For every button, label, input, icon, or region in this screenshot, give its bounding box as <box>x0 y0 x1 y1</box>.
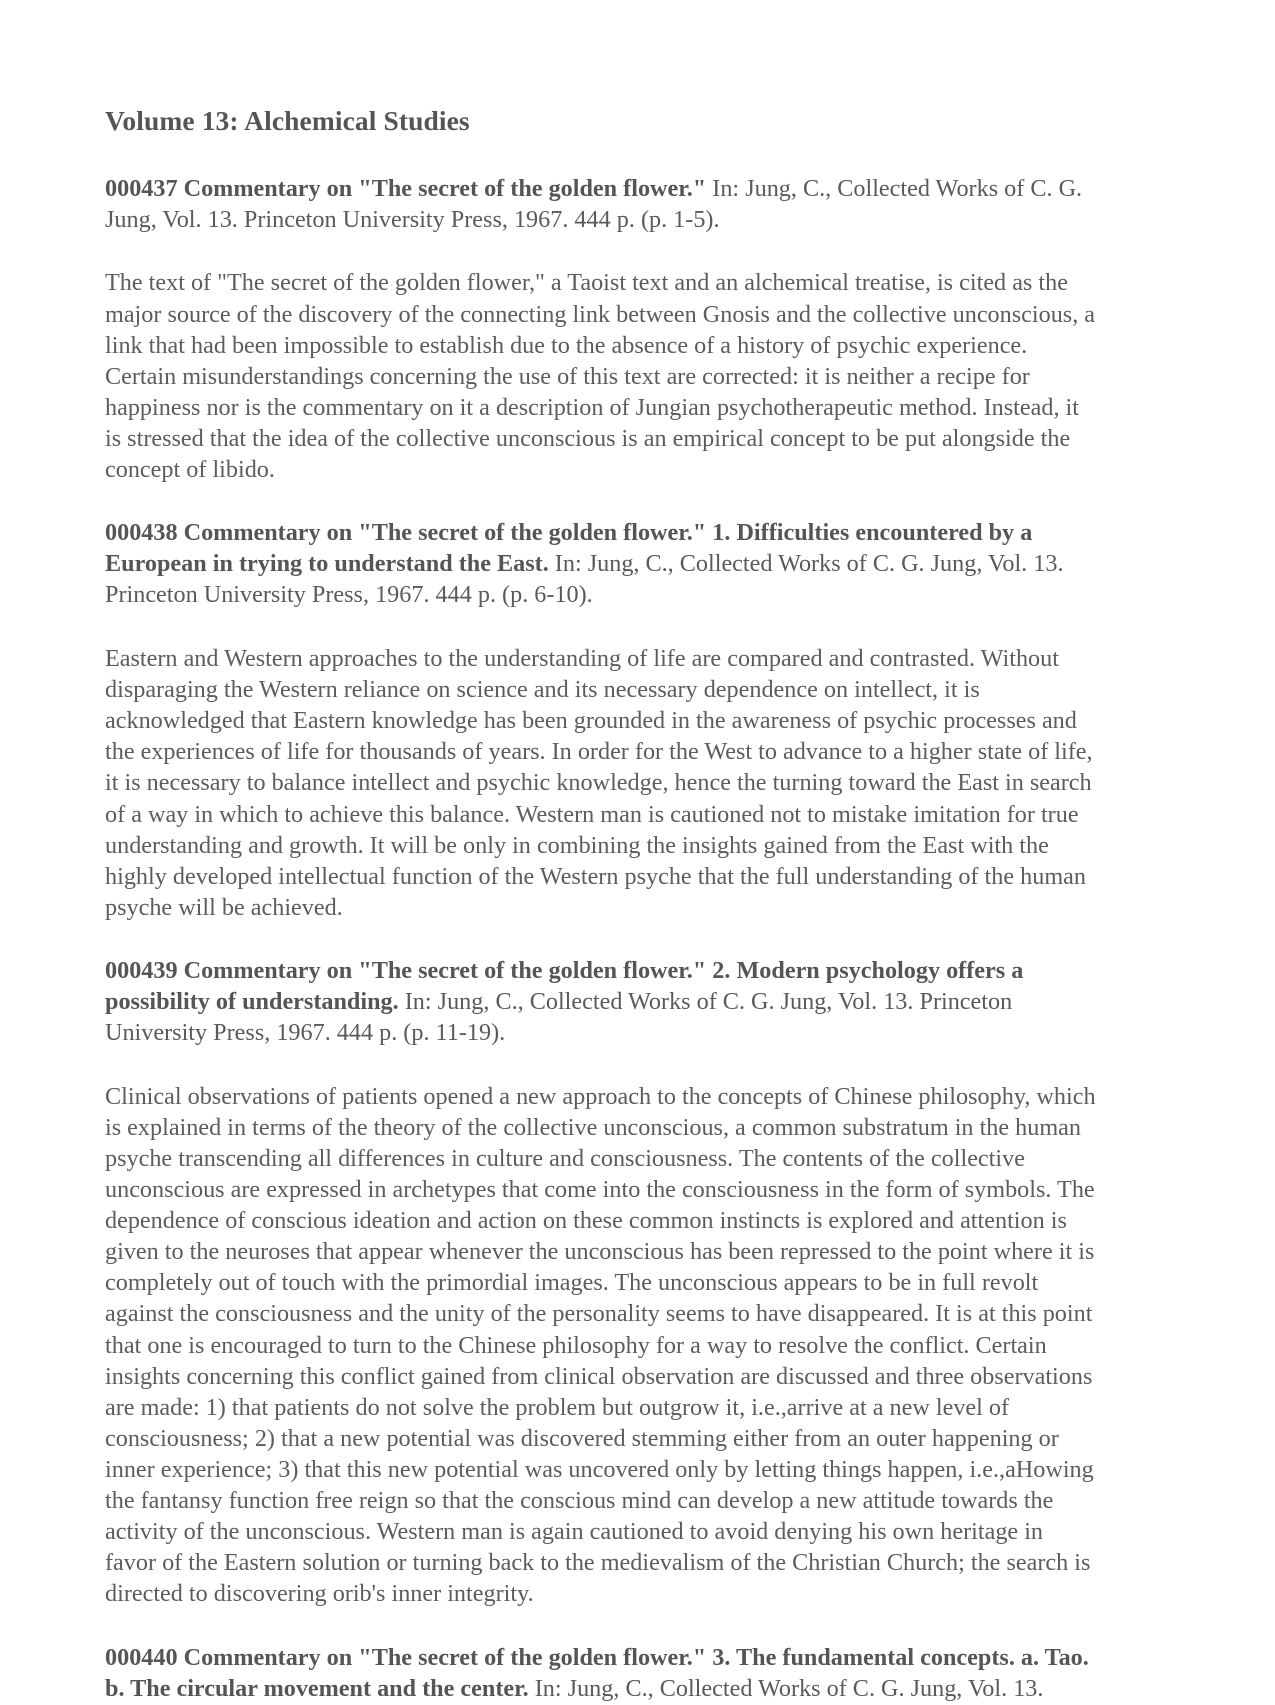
citation-source: In: Jung, C., Collected Works of C. G. Jung, Vol. 13. Princeton University Press, 1967. 444 p. (p. 1-5). <box>105 174 1083 233</box>
page-title: Volume 13: Alchemical Studies <box>105 105 470 136</box>
citation-title-bold: 000438 Commentary on "The secret of the golden flower." 1. Difficulties encountered by a European in trying to understand the East. <box>105 519 1033 578</box>
citation-000437 <box>105 174 1100 236</box>
bibliography-entry-000437 <box>105 174 1100 486</box>
citation-source: In: Jung, C., Collected Works of C. G. Jung, Vol. 13. <box>528 1675 1044 1703</box>
citation-title-bold: 000439 Commentary on "The secret of the golden flower." 2. Modern psychology offers a possibility of understanding. <box>105 956 1024 1015</box>
citation-000439 <box>105 956 1100 1049</box>
abstract-000438: Eastern and Western approaches to the understanding of life are compared and contrasted. Without disparaging the Western reliance on science and its necessary dependence on intellect, it is acknowledged that Eastern knowledge has been grounded in the awareness of psychic processes and the experiences of life for thousands of years. In order for the West to advance to a higher state of life, it is necessary to balance intellect and psychic knowledge, hence the turning toward the East in search of a way in which to achieve this balance. Western man is cautioned not to mistake imitation for true understanding and growth. It will be only in combining the insights gained from the East with the highly developed intellectual function of the Western psyche that the full understanding of the human psyche will be achieved. <box>105 645 1093 921</box>
citation-title-bold: 000440 Commentary on "The secret of the golden flower." 3. The fundamental concepts. a. Tao. b. The circular movement and the center. <box>105 1644 1089 1703</box>
citation-title-bold: 000437 Commentary on "The secret of the golden flower." <box>105 174 707 202</box>
citation-000440 <box>105 1643 1100 1705</box>
citation-000438 <box>105 518 1100 611</box>
citation-source: In: Jung, C., Collected Works of C. G. Jung, Vol. 13. Princeton University Press, 1967. 444 p. (p. 11-19). <box>105 987 1013 1046</box>
bibliography-entry-000438 <box>105 518 1100 923</box>
bibliography-entry-000440 <box>105 1643 1100 1705</box>
abstract-000437: The text of "The secret of the golden flower," a Taoist text and an alchemical treatise, is cited as the major source of the discovery of the connecting link between Gnosis and the collective unconscious, a link that had been impossible to establish due to the absence of a history of psychic experience. Certain misunderstandings concerning the use of this text are corrected: it is neither a recipe for happiness nor is the commentary on it a description of Jungian psychotherapeutic method. Instead, it is stressed that the idea of the collective unconscious is an empirical concept to be put alongside the concept of libido. <box>105 269 1096 484</box>
citation-source: In: Jung, C., Collected Works of C. G. Jung, Vol. 13. Princeton University Press, 1967. 444 p. (p. 6-10). <box>105 550 1064 609</box>
abstract-000439: Clinical observations of patients opened a new approach to the concepts of Chinese philosophy, which is explained in terms of the theory of the collective unconscious, a common substratum in the human psyche transcending all differences in culture and consciousness. The contents of the collective unconscious are expressed in archetypes that come into the consciousness in the form of symbols. The dependence of conscious ideation and action on these common instincts is explored and attention is given to the neuroses that appear whenever the unconscious has been repressed to the point where it is completely out of touch with the primordial images. The unconscious appears to be in full revolt against the consciousness and the unity of the personality seems to have disappeared. It is at this point that one is encouraged to turn to the Chinese philosophy for a way to resolve the conflict. Certain insights concerning this conflict gained from clinical observation are discussed and three observations are made: 1) that patients do not solve the problem but outgrow it, i.e.,arrive at a new level of consciousness; 2) that a new potential was discovered stemming either from an outer happening or inner experience; 3) that this new potential was uncovered only by letting things happen, i.e.,aHowing the fantansy function free reign so that the conscious mind can develop a new attitude towards the activity of the unconscious. Western man is again cautioned to avoid denying his own heritage in favor of the Eastern solution or turning back to the medievalism of the Christian Church; the search is directed to discovering orib's inner integrity. <box>105 1082 1096 1608</box>
bibliography-entry-000439 <box>105 956 1100 1610</box>
